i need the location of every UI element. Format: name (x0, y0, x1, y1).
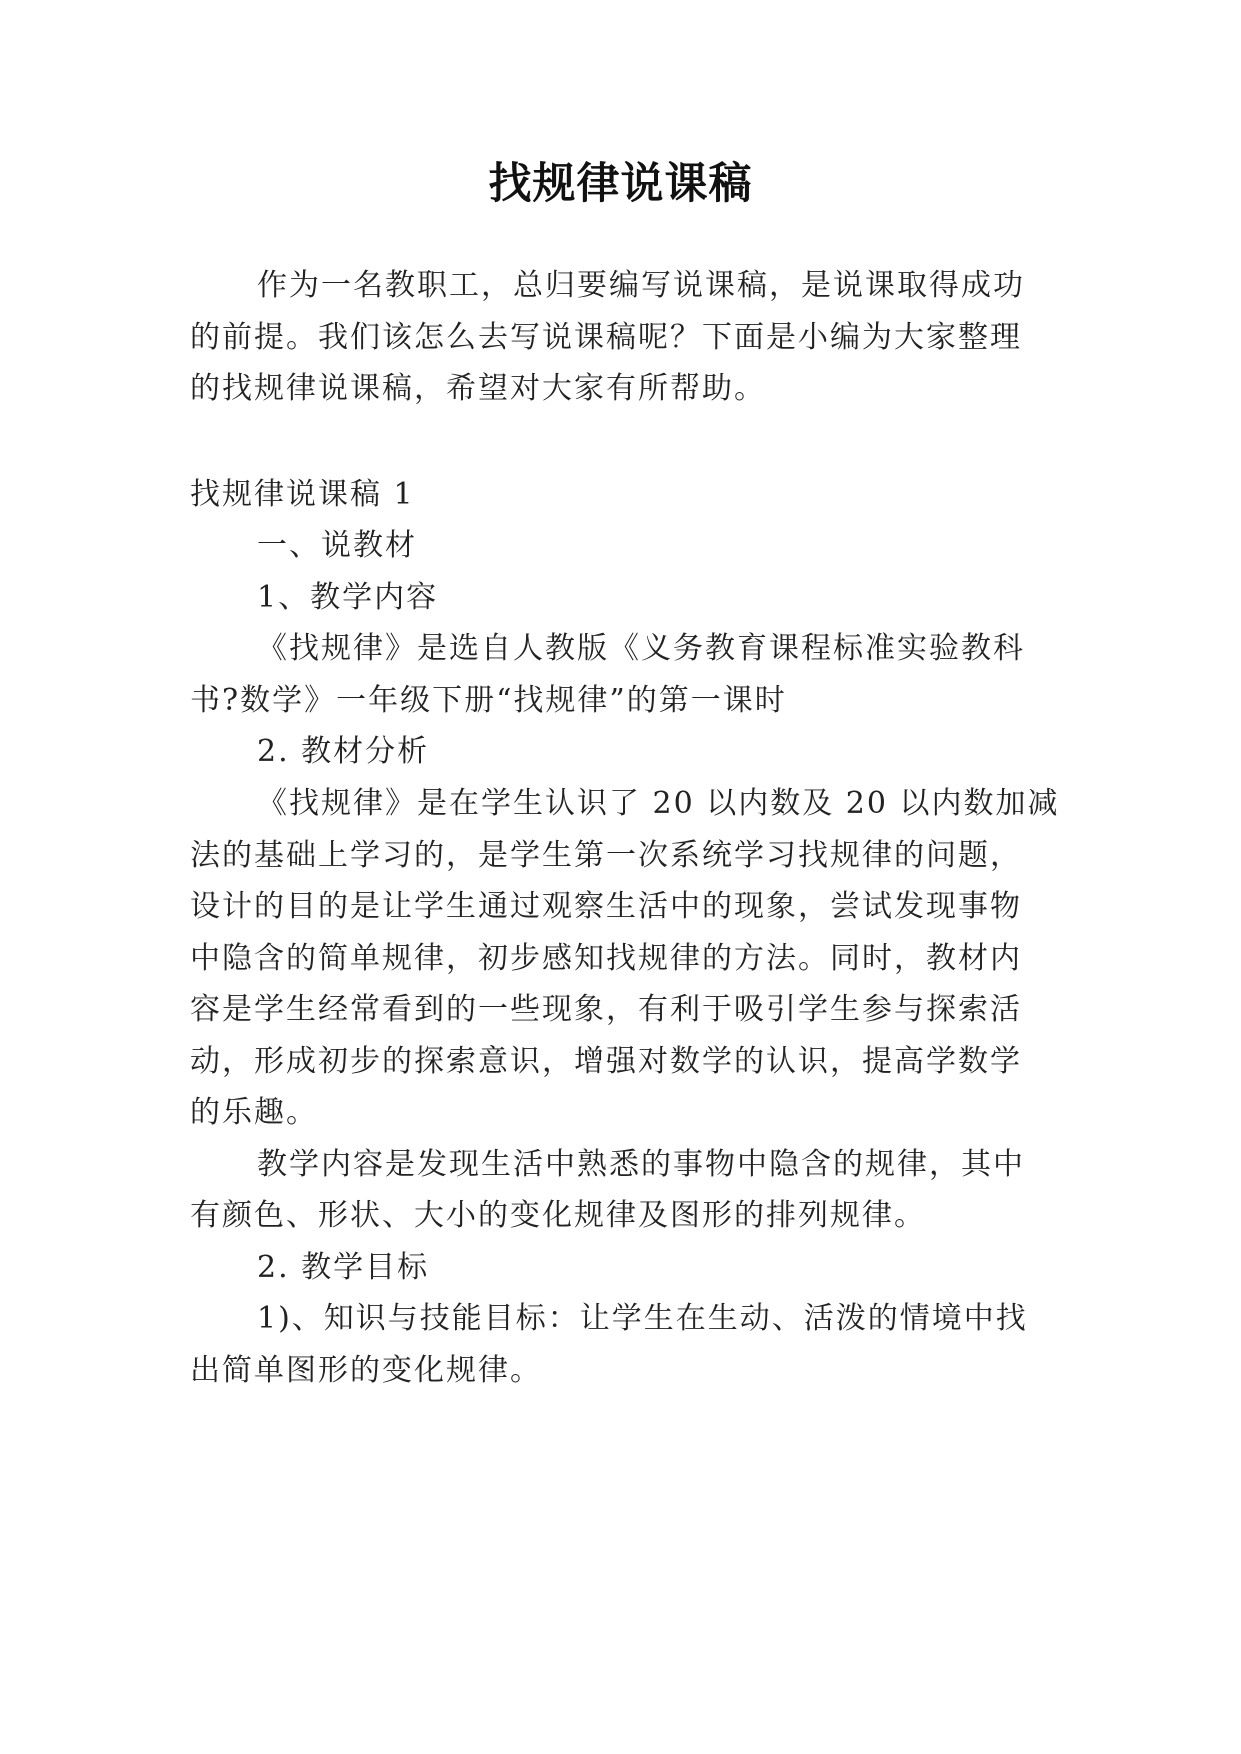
subheading: 2. 教学目标 (257, 1250, 430, 1285)
paragraph-line: 动，形成初步的探索意识，增强对数学的认识，提高学数学 (190, 1044, 1022, 1079)
paragraph-line: 教学内容是发现生活中熟悉的事物中隐含的规律，其中 (257, 1147, 1025, 1182)
paragraph-line: 《找规律》是选自人教版《义务教育课程标准实验教科 (257, 631, 1025, 666)
subheading: 1、教学内容 (257, 580, 439, 615)
paragraph-line: 出简单图形的变化规律。 (190, 1353, 542, 1388)
intro-line: 的前提。我们该怎么去写说课稿呢？下面是小编为大家整理 (190, 320, 1022, 355)
paragraph-line: 设计的目的是让学生通过观察生活中的现象，尝试发现事物 (190, 889, 1022, 924)
paragraph-line: 法的基础上学习的，是学生第一次系统学习找规律的问题， (190, 838, 1022, 873)
subheading: 一、说教材 (257, 528, 417, 563)
document-title: 找规律说课稿 (488, 159, 753, 209)
subheading: 2. 教材分析 (257, 734, 430, 769)
paragraph-line: 有颜色、形状、大小的变化规律及图形的排列规律。 (190, 1198, 926, 1233)
paragraph-line: 书?数学》一年级下册“找规律”的第一课时 (190, 683, 787, 718)
intro-line: 的找规律说课稿，希望对大家有所帮助。 (190, 371, 766, 406)
paragraph-line: 的乐趣。 (190, 1095, 318, 1130)
paragraph-line: 中隐含的简单规律，初步感知找规律的方法。同时，教材内 (190, 941, 1022, 976)
paragraph-line: 1)、知识与技能目标：让学生在生动、活泼的情境中找 (257, 1301, 1028, 1336)
section-heading: 找规律说课稿 1 (190, 477, 415, 512)
intro-line: 作为一名教职工，总归要编写说课稿，是说课取得成功 (257, 268, 1025, 303)
paragraph-line: 《找规律》是在学生认识了 20 以内数及 20 以内数加减 (257, 786, 1060, 821)
paragraph-line: 容是学生经常看到的一些现象，有利于吸引学生参与探索活 (190, 992, 1022, 1027)
